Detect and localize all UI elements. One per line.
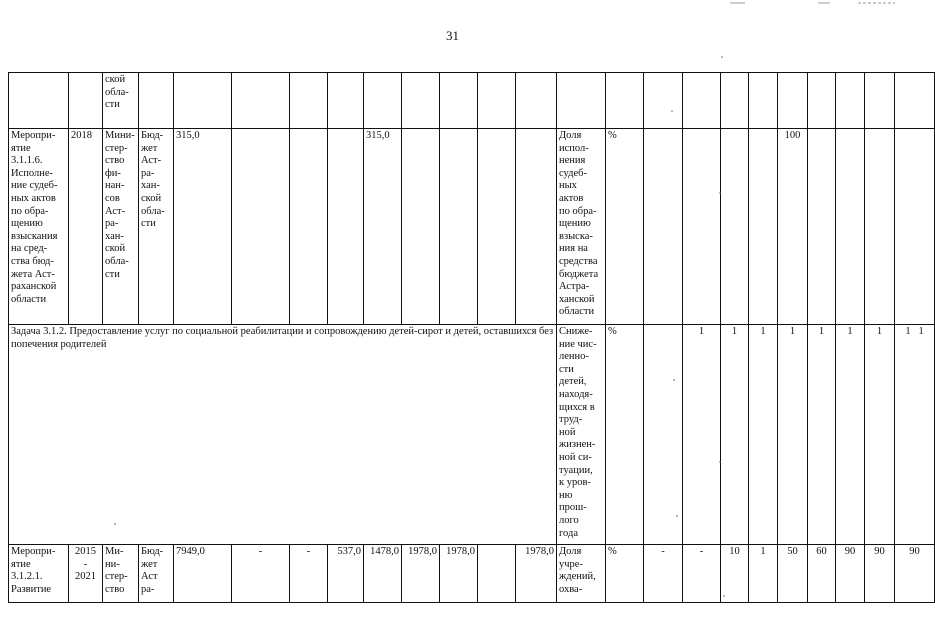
source-cell: Бюд- жет Аст ра- [139,545,174,603]
executor-cell: Мини- стер- ство фи- нан- сов Аст- ра- хан- ской обла- сти [103,129,139,325]
target-value-cell: 90 [836,545,865,603]
target-value-cell: - [683,545,721,603]
measure-name-cell: Меропри- ятие 3.1.2.1. Развитие [9,545,69,603]
target-value-cell: 1 [836,325,865,545]
indicator-cell: Доля испол- нения судеб- ных актов по обра- щению взыска- ния на средства бюджета Астра- ханской области [557,129,606,325]
target-value-cell: 90 [865,545,895,603]
page-number: 31 [446,28,459,43]
unit-cell: % [606,325,644,545]
funding-cell: 537,0 [328,545,364,603]
funding-cell: 1978,0 [440,545,478,603]
target-value-cell: - [644,545,683,603]
target-value-cell: 90 [895,545,935,603]
funding-cell: - [290,545,328,603]
funding-cell: - [232,545,290,603]
year-cell: 2018 [69,129,103,325]
indicator-cell: Сниже- ние чис- ленно- сти детей, находя- щихся в труд- ной жизнен- ной си- туации, к уров- ню прош- лого года [557,325,606,545]
program-table [8,72,935,603]
measure-name-cell: Меропри- ятие 3.1.1.6. Исполне- ние судеб- ных актов по обра- щению взыскания на сред- ства бюд- жета Аст- раханской области [9,129,69,325]
target-value-cell: 10 [721,545,749,603]
target-value-cell: 1 [721,325,749,545]
unit-cell: % [606,129,644,325]
scan-speck [721,56,723,58]
target-2018-cell: 100 [778,129,808,325]
table-row-measure-3-1-1-6 [9,129,935,325]
target-value-cell: 1 1 [895,325,935,545]
funding-cell: 1978,0 [516,545,557,603]
executor-cell: Ми- ни- стер- ство [103,545,139,603]
source-cell: Бюд- жет Аст- ра- хан- ской обла- сти [139,129,174,325]
total-cell: 315,0 [174,129,232,325]
target-value-cell: 1 [808,325,836,545]
funding-cell: 1478,0 [364,545,402,603]
target-value-cell: 1 [749,545,778,603]
funding-2018-cell: 315,0 [364,129,402,325]
task-text-cell: Задача 3.1.2. Предоставление услуг по социальной реабилитации и сопровождению детей-сирот и детей, оставшихся без попечения родителей [9,325,557,545]
funding-cell: 1978,0 [402,545,440,603]
target-value-cell: 60 [808,545,836,603]
table-row-continuation [9,73,935,129]
unit-cell: % [606,545,644,603]
total-cell: 7949,0 [174,545,232,603]
years-cell: 2015 - 2021 [69,545,103,603]
target-value-cell: 1 [683,325,721,545]
indicator-cell: Доля учре- ждений, охва- [557,545,606,603]
target-value-cell: 1 [865,325,895,545]
target-value-cell: 1 [749,325,778,545]
table-row-task-3-1-2 [9,325,935,545]
target-value-cell: 1 [778,325,808,545]
target-value-cell: 50 [778,545,808,603]
executor-tail-cell: ской обла- сти [103,73,139,129]
table-row-measure-3-1-2-1 [9,545,935,603]
